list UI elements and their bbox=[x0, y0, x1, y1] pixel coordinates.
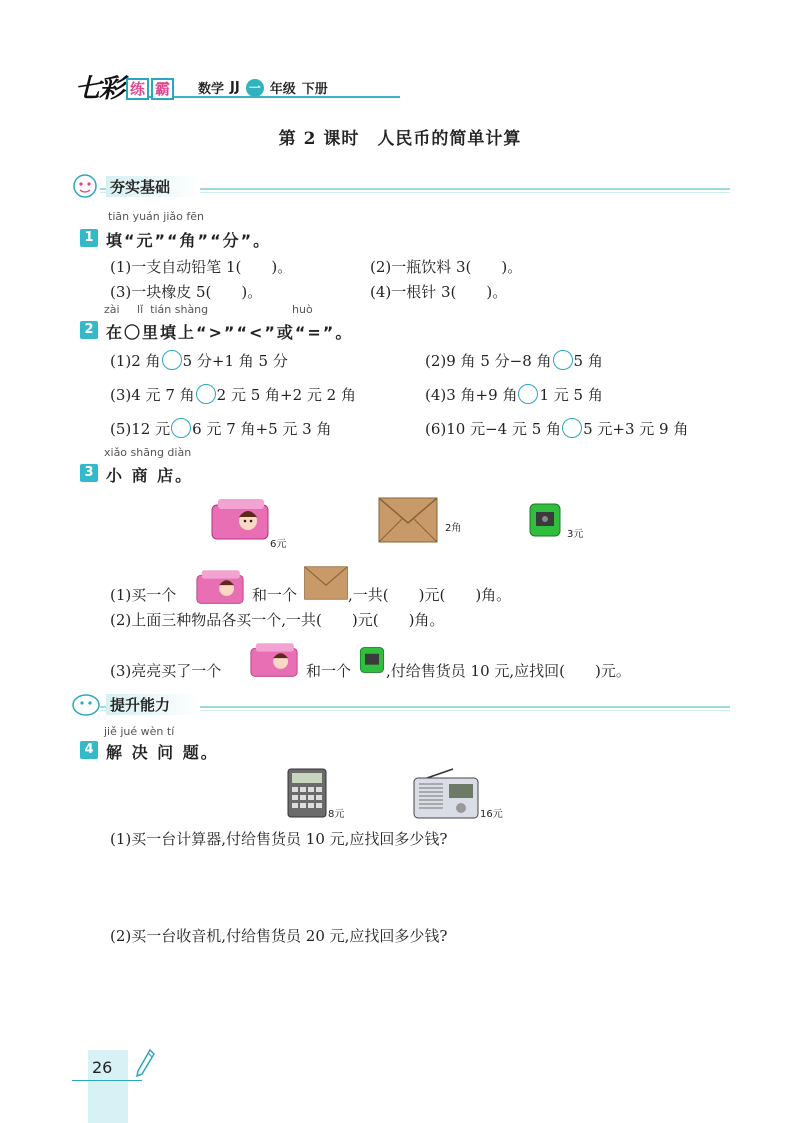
q2-item-6 bbox=[425, 418, 688, 439]
q3-line1-b: 和一个 bbox=[252, 586, 298, 604]
q3-line3-a: (3)亮亮买了一个 bbox=[110, 662, 222, 680]
q4-number: 4 bbox=[80, 741, 98, 759]
mascot-icon bbox=[70, 690, 104, 718]
q3-line2: (2)上面三种物品各买一个,一共( )元( )角。 bbox=[110, 611, 445, 629]
brand-box-char-1: 练 bbox=[126, 78, 149, 100]
q1-item-2: (2)一瓶饮料 3( )。 bbox=[370, 258, 523, 276]
q2-item-4-left: (4)3 角+9 角 bbox=[425, 386, 518, 404]
answer-circle[interactable] bbox=[518, 384, 538, 404]
price-sharpener: 3元 bbox=[567, 529, 584, 540]
q2-item-6-left: (6)10 元−4 元 5 角 bbox=[425, 420, 562, 438]
q2-item-1 bbox=[110, 350, 288, 371]
answer-circle[interactable] bbox=[162, 350, 182, 370]
q2-item-6-right: 5 元+3 元 9 角 bbox=[583, 420, 689, 438]
grade-badge: 一 bbox=[246, 79, 264, 97]
brand-logo: 七彩 bbox=[75, 74, 124, 104]
volume: 下册 bbox=[301, 82, 328, 97]
q2-item-5 bbox=[110, 418, 331, 439]
answer-circle[interactable] bbox=[171, 418, 191, 438]
q2-item-5-left: (5)12 元 bbox=[110, 420, 171, 438]
q2-item-2 bbox=[425, 350, 603, 371]
q2-pinyin: zài lǐ tián shàng huò bbox=[104, 303, 313, 316]
pencil-box-icon bbox=[210, 495, 270, 545]
section-banner-basic bbox=[70, 172, 730, 202]
q2-item-3 bbox=[110, 384, 356, 405]
q4-line1: (1)买一台计算器,付给售货员 10 元,应找回多少钱? bbox=[110, 830, 448, 848]
price-radio: 16元 bbox=[480, 809, 503, 820]
q2-item-5-right: 6 元 7 角+5 元 3 角 bbox=[192, 420, 332, 438]
brand-box bbox=[126, 78, 176, 99]
subject: 数学 bbox=[198, 82, 225, 97]
q3-title: 小 商 店。 bbox=[106, 466, 194, 485]
q3-pinyin: xiǎo shāng diàn bbox=[104, 446, 192, 459]
q3-line1-a: (1)买一个 bbox=[110, 586, 177, 604]
grade: 年级 bbox=[269, 82, 296, 97]
price-calculator: 8元 bbox=[328, 809, 345, 820]
q1-pinyin: tiān yuán jiǎo fēn bbox=[108, 210, 204, 223]
q4-pinyin: jiě jué wèn tí bbox=[104, 725, 175, 738]
brand-box-char-2: 霸 bbox=[151, 78, 174, 100]
page-number: 26 bbox=[92, 1058, 113, 1077]
q2-item-3-left: (3)4 元 7 角 bbox=[110, 386, 195, 404]
radio-icon bbox=[413, 768, 479, 820]
edition: JJ bbox=[230, 80, 240, 95]
answer-circle[interactable] bbox=[562, 418, 582, 438]
q3-number: 3 bbox=[80, 464, 98, 482]
footer-rule bbox=[72, 1080, 142, 1081]
q2-item-2-left: (2)9 角 5 分−8 角 bbox=[425, 352, 552, 370]
sharpener-icon bbox=[527, 500, 563, 540]
calculator-icon bbox=[287, 768, 327, 818]
answer-circle[interactable] bbox=[553, 350, 573, 370]
q1-number: 1 bbox=[80, 229, 98, 247]
q1-item-4: (4)一根针 3( )。 bbox=[370, 283, 508, 301]
section-title-advanced: 提升能力 bbox=[106, 694, 200, 715]
q1-title: 填“元”“角”“分”。 bbox=[106, 231, 272, 250]
price-pencil-box: 6元 bbox=[270, 539, 287, 550]
pencil-box-icon bbox=[246, 640, 302, 678]
sharpener-icon bbox=[358, 644, 386, 676]
q2-item-3-right: 2 元 5 角+2 元 2 角 bbox=[216, 386, 356, 404]
price-envelope: 2角 bbox=[445, 523, 462, 534]
q2-item-2-right: 5 角 bbox=[573, 352, 603, 370]
q4-line2: (2)买一台收音机,付给售货员 20 元,应找回多少钱? bbox=[110, 927, 448, 945]
q2-title: 在〇里填上“>”“<”或“=”。 bbox=[106, 323, 354, 342]
answer-circle[interactable] bbox=[196, 384, 216, 404]
q3-line3-b: 和一个 bbox=[306, 662, 352, 680]
q1-item-3: (3)一块橡皮 5( )。 bbox=[110, 283, 263, 301]
section-title-basic: 夯实基础 bbox=[106, 176, 200, 197]
envelope-icon bbox=[303, 566, 349, 600]
q4-title: 解 决 问 题。 bbox=[106, 743, 219, 762]
header-meta bbox=[198, 78, 328, 97]
lesson-title: 第 2 课时 人民币的简单计算 bbox=[278, 129, 522, 149]
mascot-icon bbox=[70, 172, 104, 200]
envelope-icon bbox=[378, 497, 438, 543]
q3-line1-c: ,一共( )元( )角。 bbox=[348, 586, 512, 604]
section-banner-advanced bbox=[70, 690, 730, 720]
q1-item-1: (1)一支自动铅笔 1( )。 bbox=[110, 258, 293, 276]
pencil-icon bbox=[134, 1048, 156, 1078]
q3-line3-c: ,付给售货员 10 元,应找回( )元。 bbox=[386, 662, 631, 680]
q2-item-4-right: 1 元 5 角 bbox=[539, 386, 603, 404]
q2-number: 2 bbox=[80, 321, 98, 339]
q2-item-1-right: 5 分+1 角 5 分 bbox=[182, 352, 288, 370]
q2-item-1-left: (1)2 角 bbox=[110, 352, 161, 370]
pencil-box-icon bbox=[192, 567, 248, 605]
q2-item-4 bbox=[425, 384, 603, 405]
